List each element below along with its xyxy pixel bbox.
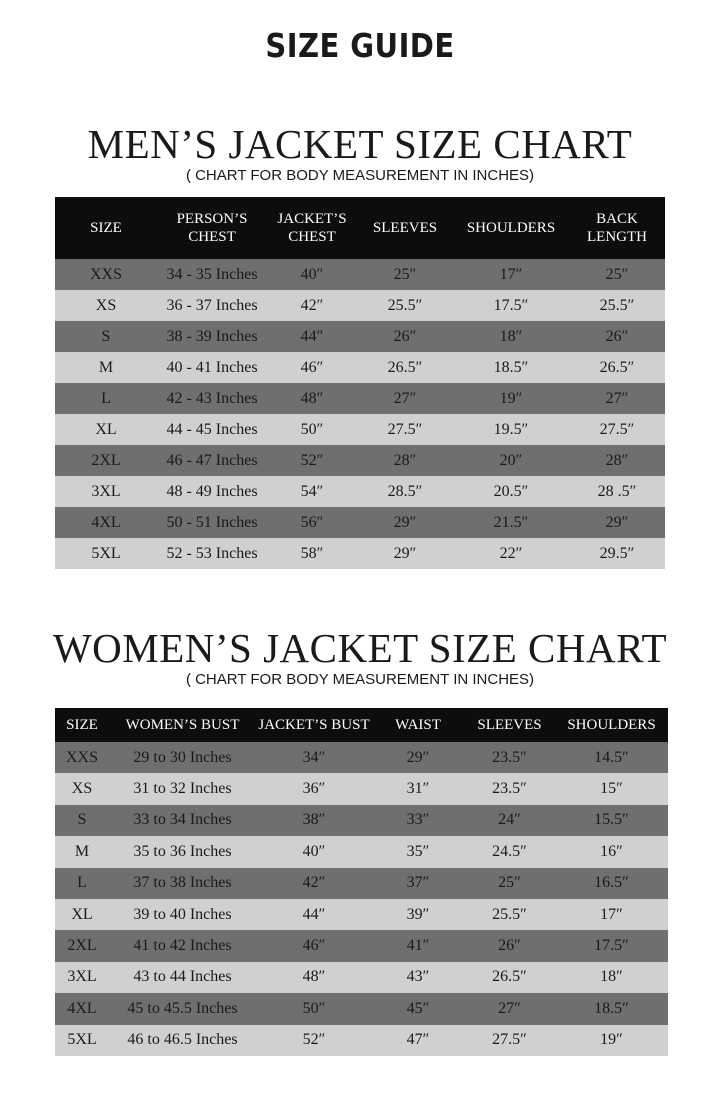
table-row — [55, 742, 668, 773]
table-row — [55, 321, 665, 352]
size-cell: 2XL — [55, 930, 109, 961]
measurement-cell: 50 - 51 Inches — [157, 507, 267, 538]
measurement-cell: 19.5″ — [453, 414, 569, 445]
measurement-cell: 40 - 41 Inches — [157, 352, 267, 383]
measurement-cell: 23.5″ — [464, 773, 555, 804]
measurement-cell: 14.5″ — [555, 742, 668, 773]
measurement-cell: 26″ — [357, 321, 453, 352]
table-row — [55, 290, 665, 321]
table-row — [55, 1025, 668, 1056]
measurement-cell: 18″ — [555, 962, 668, 993]
measurement-cell: 29 to 30 Inches — [109, 742, 256, 773]
measurement-cell: 16.5″ — [555, 868, 668, 899]
measurement-cell: 28.5″ — [357, 476, 453, 507]
measurement-cell: 22″ — [453, 538, 569, 569]
measurement-cell: 48 - 49 Inches — [157, 476, 267, 507]
measurement-cell: 52 - 53 Inches — [157, 538, 267, 569]
measurement-cell: 37″ — [372, 868, 464, 899]
measurement-cell: 43 to 44 Inches — [109, 962, 256, 993]
size-cell: 2XL — [55, 445, 157, 476]
measurement-cell: 26.5″ — [357, 352, 453, 383]
womens-chart-title: WOMEN’S JACKET SIZE CHART — [52, 625, 668, 671]
measurement-cell: 50″ — [267, 414, 357, 445]
measurement-cell: 42″ — [267, 290, 357, 321]
measurement-cell: 40″ — [267, 259, 357, 290]
size-cell: 3XL — [55, 476, 157, 507]
measurement-cell: 27″ — [464, 993, 555, 1024]
size-cell: S — [55, 805, 109, 836]
measurement-cell: 31″ — [372, 773, 464, 804]
table-row — [55, 930, 668, 961]
measurement-cell: 25.5″ — [569, 290, 665, 321]
measurement-cell: 38 - 39 Inches — [157, 321, 267, 352]
measurement-cell: 24.5″ — [464, 836, 555, 867]
table-row — [55, 259, 665, 290]
measurement-cell: 56″ — [267, 507, 357, 538]
column-header: BACK LENGTH — [569, 197, 665, 259]
measurement-cell: 23.5″ — [464, 742, 555, 773]
womens-chart-subtitle: ( CHART FOR BODY MEASUREMENT IN INCHES) — [185, 671, 535, 688]
womens-size-table — [55, 708, 668, 1056]
column-header: WOMEN’S BUST — [109, 708, 256, 742]
measurement-cell: 19″ — [555, 1025, 668, 1056]
measurement-cell: 34″ — [256, 742, 372, 773]
table-row — [55, 836, 668, 867]
measurement-cell: 48″ — [267, 383, 357, 414]
table-row — [55, 352, 665, 383]
measurement-cell: 21.5″ — [453, 507, 569, 538]
measurement-cell: 46 - 47 Inches — [157, 445, 267, 476]
measurement-cell: 35″ — [372, 836, 464, 867]
measurement-cell: 42″ — [256, 868, 372, 899]
size-cell: S — [55, 321, 157, 352]
measurement-cell: 45″ — [372, 993, 464, 1024]
measurement-cell: 20″ — [453, 445, 569, 476]
measurement-cell: 44″ — [267, 321, 357, 352]
measurement-cell: 16″ — [555, 836, 668, 867]
size-cell: 5XL — [55, 538, 157, 569]
measurement-cell: 28″ — [569, 445, 665, 476]
measurement-cell: 25.5″ — [357, 290, 453, 321]
measurement-cell: 17″ — [555, 899, 668, 930]
measurement-cell: 18.5″ — [555, 993, 668, 1024]
measurement-cell: 58″ — [267, 538, 357, 569]
measurement-cell: 25″ — [357, 259, 453, 290]
size-cell: XL — [55, 899, 109, 930]
measurement-cell: 26″ — [464, 930, 555, 961]
measurement-cell: 26″ — [569, 321, 665, 352]
column-header: SLEEVES — [464, 708, 555, 742]
column-header: WAIST — [372, 708, 464, 742]
size-cell: XXS — [55, 259, 157, 290]
measurement-cell: 37 to 38 Inches — [109, 868, 256, 899]
measurement-cell: 36 - 37 Inches — [157, 290, 267, 321]
measurement-cell: 19″ — [453, 383, 569, 414]
measurement-cell: 34 - 35 Inches — [157, 259, 267, 290]
column-header: JACKET’S BUST — [256, 708, 372, 742]
column-header: SIZE — [55, 197, 157, 259]
measurement-cell: 38″ — [256, 805, 372, 836]
table-row — [55, 773, 668, 804]
measurement-cell: 39″ — [372, 899, 464, 930]
measurement-cell: 29″ — [357, 538, 453, 569]
measurement-cell: 25″ — [464, 868, 555, 899]
table-row — [55, 805, 668, 836]
table-header-row — [55, 708, 668, 742]
measurement-cell: 15.5″ — [555, 805, 668, 836]
column-header: SHOULDERS — [555, 708, 668, 742]
column-header: PERSON’S CHEST — [157, 197, 267, 259]
measurement-cell: 36″ — [256, 773, 372, 804]
measurement-cell: 17.5″ — [453, 290, 569, 321]
measurement-cell: 35 to 36 Inches — [109, 836, 256, 867]
measurement-cell: 26.5″ — [464, 962, 555, 993]
measurement-cell: 29.5″ — [569, 538, 665, 569]
measurement-cell: 41″ — [372, 930, 464, 961]
measurement-cell: 44″ — [256, 899, 372, 930]
page-title: SIZE GUIDE — [265, 26, 455, 65]
size-cell: 3XL — [55, 962, 109, 993]
mens-chart-subtitle: ( CHART FOR BODY MEASUREMENT IN INCHES) — [185, 167, 535, 184]
measurement-cell: 26.5″ — [569, 352, 665, 383]
measurement-cell: 43″ — [372, 962, 464, 993]
measurement-cell: 15″ — [555, 773, 668, 804]
measurement-cell: 46 to 46.5 Inches — [109, 1025, 256, 1056]
measurement-cell: 40″ — [256, 836, 372, 867]
measurement-cell: 48″ — [256, 962, 372, 993]
measurement-cell: 31 to 32 Inches — [109, 773, 256, 804]
measurement-cell: 27″ — [569, 383, 665, 414]
measurement-cell: 28 .5″ — [569, 476, 665, 507]
column-header: SLEEVES — [357, 197, 453, 259]
measurement-cell: 27.5″ — [357, 414, 453, 445]
table-row — [55, 962, 668, 993]
measurement-cell: 47″ — [372, 1025, 464, 1056]
column-header: JACKET’S CHEST — [267, 197, 357, 259]
table-row — [55, 414, 665, 445]
measurement-cell: 33″ — [372, 805, 464, 836]
measurement-cell: 18″ — [453, 321, 569, 352]
measurement-cell: 29″ — [569, 507, 665, 538]
measurement-cell: 28″ — [357, 445, 453, 476]
size-cell: 5XL — [55, 1025, 109, 1056]
measurement-cell: 52″ — [256, 1025, 372, 1056]
measurement-cell: 18.5″ — [453, 352, 569, 383]
size-cell: M — [55, 836, 109, 867]
size-cell: 4XL — [55, 993, 109, 1024]
column-header: SIZE — [55, 708, 109, 742]
table-row — [55, 538, 665, 569]
measurement-cell: 41 to 42 Inches — [109, 930, 256, 961]
size-cell: L — [55, 383, 157, 414]
table-row — [55, 507, 665, 538]
size-cell: 4XL — [55, 507, 157, 538]
measurement-cell: 25″ — [569, 259, 665, 290]
measurement-cell: 27.5″ — [464, 1025, 555, 1056]
mens-chart-title: MEN’S JACKET SIZE CHART — [87, 121, 633, 167]
measurement-cell: 33 to 34 Inches — [109, 805, 256, 836]
measurement-cell: 54″ — [267, 476, 357, 507]
column-header: SHOULDERS — [453, 197, 569, 259]
measurement-cell: 39 to 40 Inches — [109, 899, 256, 930]
measurement-cell: 45 to 45.5 Inches — [109, 993, 256, 1024]
measurement-cell: 46″ — [267, 352, 357, 383]
measurement-cell: 27.5″ — [569, 414, 665, 445]
size-cell: L — [55, 868, 109, 899]
size-cell: XXS — [55, 742, 109, 773]
size-cell: XS — [55, 290, 157, 321]
measurement-cell: 29″ — [372, 742, 464, 773]
table-header-row — [55, 197, 665, 259]
table-row — [55, 868, 668, 899]
measurement-cell: 25.5″ — [464, 899, 555, 930]
size-cell: XL — [55, 414, 157, 445]
mens-size-table — [55, 197, 665, 569]
measurement-cell: 27″ — [357, 383, 453, 414]
table-row — [55, 445, 665, 476]
table-row — [55, 383, 665, 414]
measurement-cell: 17″ — [453, 259, 569, 290]
measurement-cell: 42 - 43 Inches — [157, 383, 267, 414]
measurement-cell: 46″ — [256, 930, 372, 961]
measurement-cell: 52″ — [267, 445, 357, 476]
table-row — [55, 993, 668, 1024]
measurement-cell: 50″ — [256, 993, 372, 1024]
measurement-cell: 20.5″ — [453, 476, 569, 507]
measurement-cell: 24″ — [464, 805, 555, 836]
size-cell: M — [55, 352, 157, 383]
measurement-cell: 44 - 45 Inches — [157, 414, 267, 445]
table-row — [55, 899, 668, 930]
measurement-cell: 29″ — [357, 507, 453, 538]
size-cell: XS — [55, 773, 109, 804]
measurement-cell: 17.5″ — [555, 930, 668, 961]
table-row — [55, 476, 665, 507]
